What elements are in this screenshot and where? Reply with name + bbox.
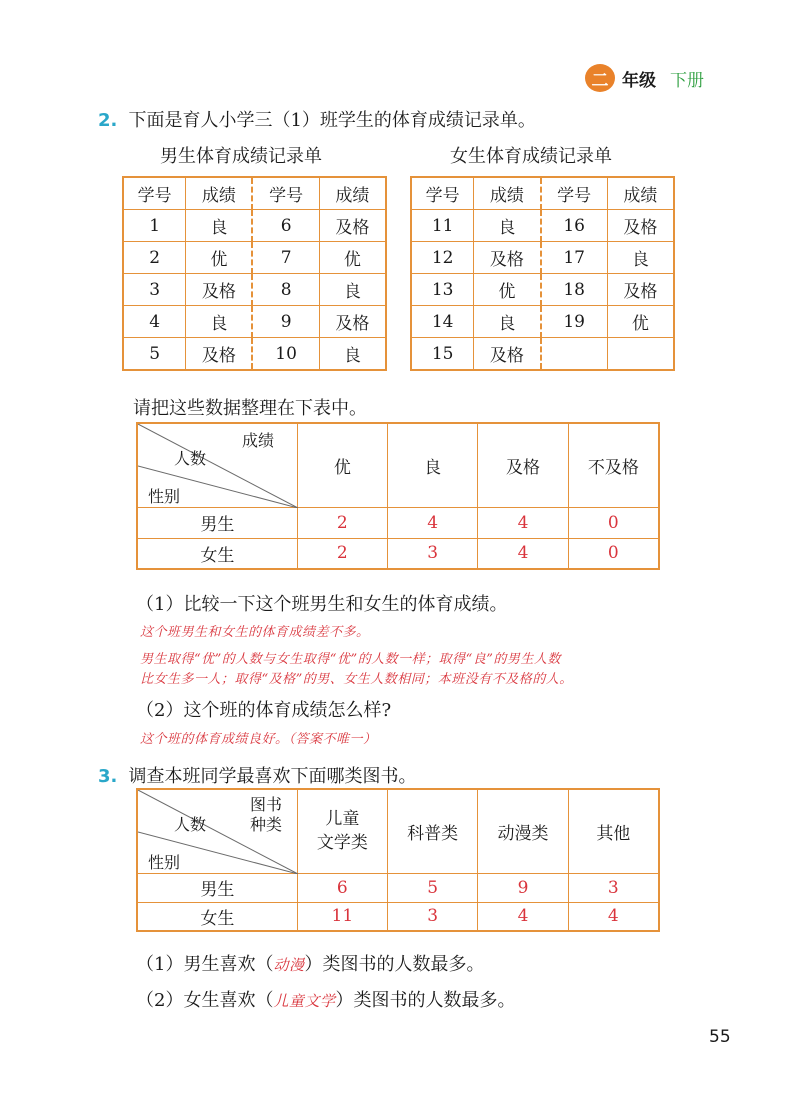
grade-cell: 及格 [607,210,674,242]
column-header: 及格 [478,423,568,507]
column-header: 其他 [568,789,659,873]
term-label: 下册 [670,71,704,91]
answer-cell: 6 [297,873,387,902]
student-id-cell: 12 [411,242,474,274]
corner-label-gender: 性别 [148,853,181,872]
girls-record-table [410,176,675,371]
grade-cell: 及格 [319,210,386,242]
q3-sub2-answer: 儿童文学 [273,992,336,1010]
student-id-cell [541,338,608,371]
girls-table-caption: 女生体育成绩记录单 [450,146,612,167]
q2-answer-1-line-3: 比女生多一人；取得“及格”的男、女生人数相同；本班没有不及格的人。 [140,672,573,687]
table-row [137,538,659,569]
grade-cell [607,338,674,371]
table-header-row [123,177,386,210]
student-id-cell: 15 [411,338,474,371]
grade-cell: 优 [319,242,386,274]
grade-cell: 及格 [186,338,253,371]
boys-table-caption: 男生体育成绩记录单 [160,146,322,167]
q3-title [98,762,416,788]
diagonal-header-cell [137,789,297,873]
q2-answer-1-line-2: 男生取得“优”的人数与女生取得“优”的人数一样；取得“良”的男生人数 [140,652,561,667]
answer-cell: 9 [478,873,568,902]
q2-title [98,106,536,132]
book-survey-table [136,788,660,932]
student-id-cell: 16 [541,210,608,242]
table-row [411,274,674,306]
student-id-cell: 13 [411,274,474,306]
student-id-cell: 1 [123,210,186,242]
grade-cell: 优 [186,242,253,274]
table-row [137,507,659,538]
q2-subquestion-2: （2）这个班的体育成绩怎么样? [136,700,392,721]
q3-subquestion-1 [136,950,484,976]
grade-cell: 良 [186,210,253,242]
column-header [297,789,387,873]
answer-cell: 4 [478,902,568,931]
table-row [123,242,386,274]
q3-sub2-suffix: ）类图书的人数最多。 [335,990,516,1011]
header-cell: 成绩 [319,177,386,210]
table-row [411,210,674,242]
grade-cell: 优 [607,306,674,338]
q3-subquestion-2 [136,986,515,1012]
q3-sub1-prefix: （1）男生喜欢（ [136,954,274,975]
student-id-cell: 3 [123,274,186,306]
header-cell: 学号 [252,177,319,210]
table-row [411,306,674,338]
student-id-cell: 8 [252,274,319,306]
answer-cell: 3 [388,902,478,931]
student-id-cell: 17 [541,242,608,274]
column-header: 科普类 [388,789,478,873]
corner-label-gender: 性别 [148,487,181,506]
header-cell: 学号 [123,177,186,210]
answer-cell: 4 [388,507,478,538]
header-cell: 学号 [411,177,474,210]
table-row [123,274,386,306]
row-label: 男生 [137,507,297,538]
answer-cell: 0 [568,507,659,538]
header-cell: 学号 [541,177,608,210]
q2-answer-1-line-1: 这个班男生和女生的体育成绩差不多。 [140,625,370,640]
grade-label: 年级 [622,71,656,91]
grade-cell: 及格 [474,242,541,274]
grade-cell: 良 [186,306,253,338]
q3-sub1-suffix: ）类图书的人数最多。 [304,954,485,975]
answer-cell: 4 [568,902,659,931]
student-id-cell: 11 [411,210,474,242]
column-header: 优 [297,423,387,507]
table-row [137,902,659,931]
table-header-row [137,423,659,507]
q3-number: 3. [98,766,118,787]
student-id-cell: 9 [252,306,319,338]
q3-sub2-prefix: （2）女生喜欢（ [136,990,274,1011]
diagonal-header-cell [137,423,297,507]
header-cell: 成绩 [186,177,253,210]
student-id-cell: 2 [123,242,186,274]
q2-answer-2: 这个班的体育成绩良好。（答案不唯一） [140,732,377,747]
answer-cell: 11 [297,902,387,931]
grade-badge: 二 [585,64,615,92]
answer-cell: 5 [388,873,478,902]
student-id-cell: 4 [123,306,186,338]
student-id-cell: 14 [411,306,474,338]
row-label: 女生 [137,538,297,569]
corner-label-count: 人数 [174,815,207,834]
answer-cell: 3 [388,538,478,569]
table-row [123,306,386,338]
q2-subquestion-1: （1）比较一下这个班男生和女生的体育成绩。 [136,594,508,615]
grade-cell: 优 [474,274,541,306]
row-label: 男生 [137,873,297,902]
q2-prompt: 下面是育人小学三（1）班学生的体育成绩记录单。 [128,110,536,131]
answer-cell: 0 [568,538,659,569]
column-header: 动漫类 [478,789,568,873]
answer-cell: 2 [297,507,387,538]
grade-cell: 良 [319,338,386,371]
student-id-cell: 19 [541,306,608,338]
answer-cell: 4 [478,538,568,569]
column-header: 良 [388,423,478,507]
corner-label-count: 人数 [174,449,207,468]
page-number: 55 [709,1027,731,1047]
q3-sub1-answer: 动漫 [273,956,305,974]
table-row [411,242,674,274]
corner-label-grade: 成绩 [242,431,275,450]
grade-cell: 及格 [319,306,386,338]
header-cell: 成绩 [474,177,541,210]
row-label: 女生 [137,902,297,931]
table-row [411,338,674,371]
grade-cell: 良 [474,210,541,242]
student-id-cell: 10 [252,338,319,371]
grade-cell: 良 [319,274,386,306]
table-header-row [137,789,659,873]
student-id-cell: 7 [252,242,319,274]
column-header: 不及格 [568,423,659,507]
table-row [123,338,386,371]
grade-cell: 及格 [607,274,674,306]
grade-cell: 及格 [186,274,253,306]
student-id-cell: 6 [252,210,319,242]
header-cell: 成绩 [607,177,674,210]
column-header-line: 文学类 [316,833,368,854]
boys-record-table [122,176,387,371]
corner-label-book: 图书 [250,795,283,814]
column-header-line: 儿童 [325,809,360,830]
corner-label-type: 种类 [250,815,283,834]
answer-cell: 4 [478,507,568,538]
answer-cell: 2 [297,538,387,569]
student-id-cell: 18 [541,274,608,306]
table-header-row [411,177,674,210]
grade-cell: 良 [607,242,674,274]
q2-instruction: 请把这些数据整理在下表中。 [133,398,367,419]
grade-cell: 及格 [474,338,541,371]
table-row [137,873,659,902]
table-row [123,210,386,242]
student-id-cell: 5 [123,338,186,371]
grade-cell: 良 [474,306,541,338]
q2-number: 2. [98,110,118,131]
grade-summary-table [136,422,660,570]
answer-cell: 3 [568,873,659,902]
q3-prompt: 调查本班同学最喜欢下面哪类图书。 [128,766,417,787]
